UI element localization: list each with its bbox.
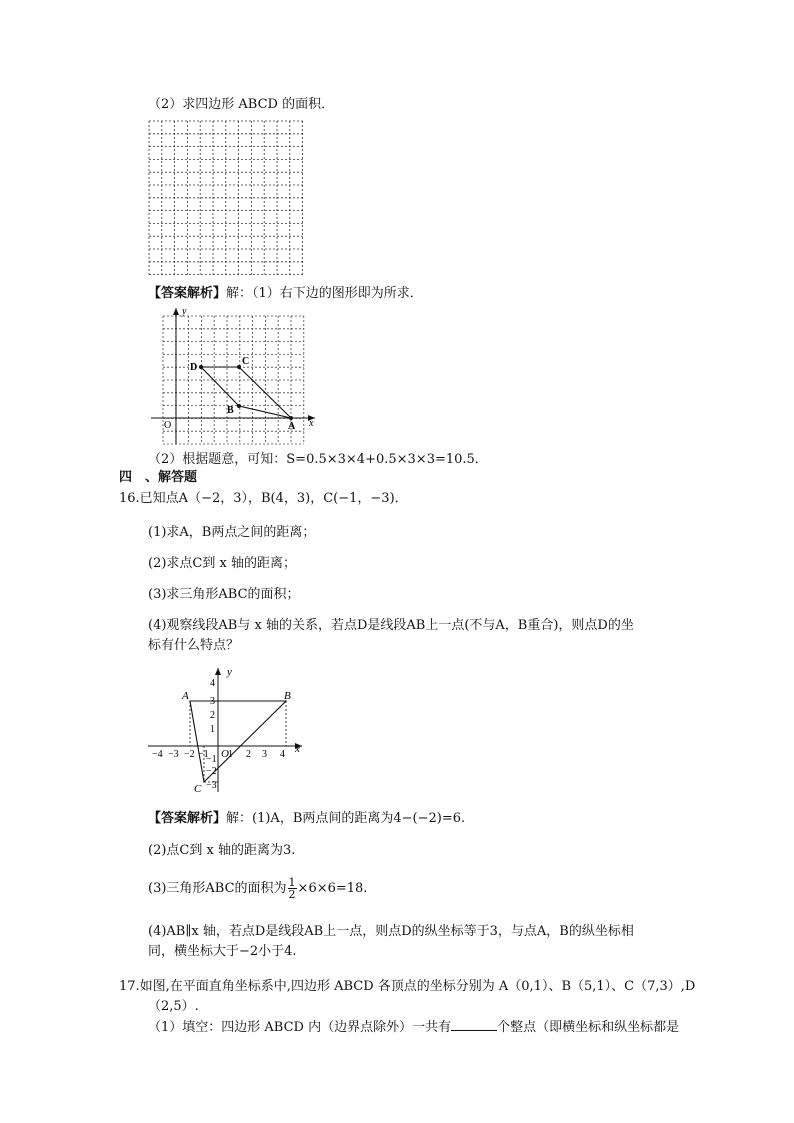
q16-answer-4-line1: (4)AB∥x 轴，若点D是线段AB上一点，则点D的纵坐标等于3，与点A，B的纵坐标相	[148, 924, 634, 939]
y-tick-label: −3	[206, 780, 217, 791]
q17-stem-line2: （2,5）.	[148, 999, 199, 1014]
fig3-origin-label: O	[221, 748, 229, 760]
fig2-label-c: C	[242, 356, 250, 367]
fig3-label-c: C	[194, 783, 202, 795]
x-tick-label: 4	[280, 749, 285, 760]
answer-tag: 【答案解析】	[148, 811, 227, 826]
q15-answer-text: 解：（1）右下边的图形即为所求．	[226, 286, 423, 301]
x-tick-label: −4	[152, 749, 163, 760]
q16-answer-3	[148, 877, 367, 900]
y-tick-label: 1	[210, 724, 215, 735]
fig3-label-a: A	[182, 690, 189, 702]
fig2-label-b: B	[227, 405, 234, 416]
q16-part4-line2: 标有什么特点？	[148, 638, 240, 653]
x-tick-label: −3	[168, 749, 179, 760]
y-axis-arrow	[173, 308, 179, 315]
y-tick-label: 2	[210, 710, 215, 721]
blank-grid-figure	[147, 119, 305, 277]
fig3-label-b: B	[284, 690, 291, 702]
section-heading: 四 、解答题	[119, 470, 198, 485]
y-tick-label: −2	[206, 766, 217, 777]
q16-part4-line1: (4)观察线段AB与 x 轴的关系，若点D是线段AB上一点(不与A，B重合)，则点D的坐	[148, 618, 634, 633]
y-tick-label: −1	[206, 754, 217, 765]
q17-part1	[148, 1018, 679, 1037]
q16-answer-4-line2: 同，横坐标大于−2小于4.	[148, 944, 297, 959]
y-axis-arrow	[215, 668, 221, 675]
fill-in-blank[interactable]	[451, 1018, 497, 1031]
q16-answer-3-suffix: ×6×6=18.	[297, 881, 368, 896]
x-tick-label: 1	[228, 749, 233, 760]
q16-part2: (2)求点C到 x 轴的距离；	[148, 556, 296, 571]
q16-answer-1	[148, 810, 465, 828]
q16-part3: (3)求三角形ABC的面积；	[148, 587, 300, 602]
y-tick-label: 3	[210, 696, 215, 707]
triangle-abc	[190, 701, 286, 782]
fig3-x-label: x	[295, 743, 300, 755]
q17-part1-prefix: （1）填空：四边形 ABCD 内（边界点除外）一共有	[148, 1020, 452, 1035]
triangle-figure	[144, 664, 308, 796]
q16-answer-2: (2)点C到 x 轴的距离为3.	[148, 843, 296, 858]
point-d	[199, 365, 203, 369]
fraction-one-half	[288, 877, 297, 900]
quadrilateral-figure	[145, 304, 325, 452]
q16-stem: 16.已知点A（−2，3），B(4，3)，C(−1，−3)．	[119, 491, 408, 506]
fig2-label-d: D	[190, 362, 198, 373]
fig2-x-label: x	[309, 418, 314, 429]
q15-answer-line1	[148, 285, 423, 303]
fig2-label-a: A	[288, 421, 296, 432]
fig2-origin-label: O	[164, 420, 172, 431]
q16-answer-3-prefix: (3)三角形ABC的面积为	[148, 881, 287, 896]
x-tick-label: 2	[246, 749, 251, 760]
x-tick-label: −1	[198, 749, 209, 760]
answer-tag: 【答案解析】	[148, 286, 227, 301]
q16-answer-1-text: 解：(1)A，B两点间的距离为4−(−2)=6.	[226, 811, 466, 826]
guide-lines	[190, 701, 286, 782]
fraction-numerator: 1	[288, 876, 296, 889]
x-tick-label: 3	[262, 749, 267, 760]
point-c	[237, 365, 241, 369]
point-a	[289, 416, 293, 420]
fig2-y-label: y	[182, 306, 187, 317]
x-tick-label: −2	[184, 749, 195, 760]
q16-part1: (1)求A，B两点之间的距离；	[148, 525, 316, 540]
q15-answer-line2: （2）根据题意，可知：S=0.5×3×4+0.5×3×3=10.5．	[148, 452, 488, 467]
y-tick-label: 4	[210, 678, 215, 689]
q15-part2-label: （2）求四边形 ABCD 的面积．	[148, 97, 335, 112]
point-b	[237, 404, 241, 408]
fraction-denominator: 2	[288, 888, 296, 901]
q17-part1-suffix: 个整点（即横坐标和纵坐标都是	[497, 1020, 680, 1035]
fig3-y-label: y	[227, 666, 232, 678]
q17-stem-line1: 17.如图,在平面直角坐标系中,四边形 ABCD 各顶点的坐标分别为 A（0,1）、B（5,1）、C（7,3）,D	[119, 979, 696, 994]
